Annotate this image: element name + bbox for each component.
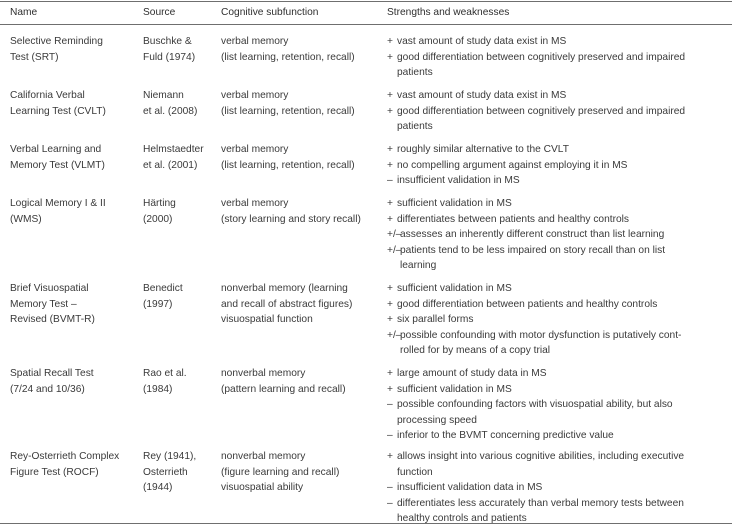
strength-text-continued: patients: [397, 67, 433, 78]
subfunction-cell: [221, 142, 355, 173]
strength-marker: –: [387, 399, 393, 410]
strengths-cell: [387, 88, 685, 135]
strength-text: allows insight into various cognitive abilities, including executive: [397, 451, 685, 462]
source-cell: [143, 34, 195, 65]
strength-item: [387, 104, 685, 135]
source-cell: [143, 281, 183, 312]
strength-text: good differentiation between cognitively preserved and impaired: [397, 105, 686, 117]
source-cell: [143, 88, 197, 119]
test-name-cell: [10, 449, 119, 480]
test-name-line: Test (SRT): [10, 51, 59, 63]
strength-text: no compelling argument against employing it in MS: [397, 159, 628, 171]
strength-text: patients tend to be less impaired on story recall than on list: [400, 244, 666, 256]
strength-item: [387, 34, 685, 50]
subfunction-line: visuospatial ability: [221, 482, 304, 493]
source-line: Benedict: [143, 283, 183, 294]
strength-marker: +: [387, 36, 393, 47]
strength-marker: +: [387, 451, 393, 462]
strength-item: [387, 196, 665, 212]
source-line: Rao et al.: [143, 368, 187, 379]
strength-marker: –: [387, 175, 393, 186]
strength-marker: +: [387, 105, 393, 117]
strength-text: sufficient validation in MS: [397, 198, 512, 209]
subfunction-line: verbal memory: [221, 198, 289, 209]
strength-item: [387, 480, 684, 496]
strength-item: [387, 88, 685, 104]
header-subfunction: Cognitive subfunction: [221, 7, 319, 18]
test-name-line: Memory Test (VLMT): [10, 159, 105, 171]
strengths-cell: [387, 196, 665, 274]
test-name-line: (7/24 and 10/36): [10, 383, 85, 395]
strength-marker: +: [387, 51, 393, 63]
subfunction-line: visuospatial function: [221, 314, 313, 325]
subfunction-line: verbal memory: [221, 36, 289, 47]
strength-marker: –: [387, 497, 393, 509]
strength-marker: +: [387, 144, 393, 155]
subfunction-line: verbal memory: [221, 144, 289, 155]
test-name-line: Revised (BVMT-R): [10, 314, 95, 325]
subfunction-line: and recall of abstract figures): [221, 298, 353, 310]
strength-marker: +/–: [387, 244, 402, 256]
source-line: et al. (2001): [143, 159, 198, 171]
subfunction-line: (story learning and story recall): [221, 213, 361, 225]
source-line: Helmstaedter: [143, 144, 204, 155]
subfunction-line: nonverbal memory (learning: [221, 283, 348, 294]
test-name-line: Learning Test (CVLT): [10, 105, 106, 117]
strength-marker: +/–: [387, 229, 402, 240]
header-name: Name: [10, 7, 38, 18]
source-line: Buschke &: [143, 36, 192, 47]
strength-item: [387, 212, 665, 228]
strength-item: [387, 382, 673, 398]
header-rule: [0, 24, 732, 25]
strength-marker: +: [387, 314, 393, 325]
strength-text: six parallel forms: [397, 314, 474, 325]
strength-text: vast amount of study data exist in MS: [397, 36, 567, 47]
source-cell: [143, 366, 187, 397]
test-name-cell: [10, 142, 105, 173]
subfunction-line: (pattern learning and recall): [221, 383, 346, 395]
source-line: Osterrieth: [143, 466, 188, 478]
strength-text-continued: function: [397, 466, 433, 478]
strength-marker: +: [387, 213, 393, 225]
strength-text: inferior to the BVMT concerning predictive value: [397, 430, 614, 441]
strength-marker: +: [387, 383, 393, 395]
strength-item: [387, 158, 627, 174]
test-name-line: California Verbal: [10, 90, 85, 101]
strength-text: good differentiation between patients and healthy controls: [397, 298, 658, 310]
strengths-cell: [387, 281, 681, 359]
strength-item: [387, 173, 627, 189]
table-bottom-rule: [0, 523, 732, 524]
strength-text: possible confounding with motor dysfunction is putatively cont-: [400, 329, 682, 341]
strength-text-continued: patients: [397, 121, 433, 132]
source-line: et al. (2008): [143, 105, 198, 117]
strengths-cell: [387, 366, 673, 444]
strength-item: [387, 397, 673, 428]
subfunction-line: nonverbal memory: [221, 451, 306, 462]
strength-text-continued: learning: [400, 260, 437, 271]
test-name-line: Figure Test (ROCF): [10, 466, 99, 478]
strength-text: large amount of study data in MS: [397, 368, 547, 379]
strength-text: sufficient validation in MS: [397, 283, 512, 294]
test-name-line: Selective Reminding: [10, 36, 103, 47]
strength-text: differentiates between patients and healthy controls: [397, 213, 630, 225]
strength-text: differentiates less accurately than verbal memory tests between: [397, 497, 684, 509]
test-name-line: Verbal Learning and: [10, 144, 102, 155]
strengths-cell: [387, 449, 684, 527]
test-name-cell: [10, 88, 106, 119]
strength-item: [387, 281, 681, 297]
strength-item: [387, 50, 685, 81]
strength-text: insufficient validation in MS: [397, 175, 520, 186]
source-line: Niemann: [143, 90, 184, 101]
strength-item: [387, 496, 684, 527]
strength-text-continued: processing speed: [397, 414, 477, 426]
strength-marker: +/–: [387, 329, 402, 341]
strength-item: [387, 449, 684, 480]
strength-text: sufficient validation in MS: [397, 383, 512, 395]
header-strengths: Strengths and weaknesses: [387, 7, 510, 18]
subfunction-line: verbal memory: [221, 90, 289, 101]
source-line: Härting: [143, 198, 176, 209]
strength-marker: +: [387, 159, 393, 171]
test-name-line: Logical Memory I & II: [10, 198, 106, 209]
table-top-rule: [0, 1, 732, 2]
strength-marker: +: [387, 283, 393, 294]
subfunction-cell: [221, 34, 355, 65]
strength-text: roughly similar alternative to the CVLT: [397, 144, 569, 155]
strength-marker: +: [387, 298, 393, 310]
test-name-line: Spatial Recall Test: [10, 368, 94, 379]
source-line: Fuld (1974): [143, 51, 196, 63]
strength-item: [387, 428, 673, 444]
test-name-cell: [10, 34, 103, 65]
strength-text-continued: rolled for by means of a copy trial: [400, 345, 551, 356]
subfunction-line: (figure learning and recall): [221, 466, 340, 478]
test-name-cell: [10, 281, 95, 328]
source-line: Rey (1941),: [143, 451, 197, 462]
strengths-cell: [387, 142, 627, 189]
source-line: (1997): [143, 298, 173, 310]
source-cell: [143, 142, 204, 173]
strength-item: [387, 227, 665, 243]
strength-text-continued: healthy controls and patients: [397, 513, 527, 524]
subfunction-cell: [221, 449, 339, 496]
strength-marker: –: [387, 430, 393, 441]
strength-text: vast amount of study data exist in MS: [397, 90, 567, 101]
source-cell: [143, 449, 196, 496]
strength-item: [387, 312, 681, 328]
strength-item: [387, 297, 681, 313]
strength-text: possible confounding factors with visuospatial ability, but also: [397, 399, 673, 410]
subfunction-line: (list learning, retention, recall): [221, 159, 355, 171]
strengths-cell: [387, 34, 685, 81]
strength-text: assesses an inherently different construct than list learning: [400, 229, 665, 240]
subfunction-cell: [221, 196, 361, 227]
header-source: Source: [143, 7, 176, 18]
strength-text: good differentiation between cognitively preserved and impaired: [397, 51, 686, 63]
subfunction-line: nonverbal memory: [221, 368, 306, 379]
source-line: (2000): [143, 213, 173, 225]
subfunction-line: (list learning, retention, recall): [221, 105, 355, 117]
strength-item: [387, 328, 681, 359]
test-name-line: Brief Visuospatial: [10, 283, 89, 294]
source-cell: [143, 196, 176, 227]
strength-text: insufficient validation data in MS: [397, 482, 543, 493]
strength-marker: +: [387, 198, 393, 209]
strength-marker: +: [387, 90, 393, 101]
strength-item: [387, 243, 665, 274]
subfunction-cell: [221, 88, 355, 119]
strength-item: [387, 142, 627, 158]
subfunction-cell: [221, 366, 346, 397]
test-name-line: (WMS): [10, 213, 42, 225]
source-line: (1944): [143, 482, 173, 493]
test-name-cell: [10, 366, 94, 397]
test-name-line: Memory Test –: [10, 298, 77, 310]
subfunction-cell: [221, 281, 352, 328]
strength-marker: +: [387, 368, 393, 379]
subfunction-line: (list learning, retention, recall): [221, 51, 355, 63]
strength-marker: –: [387, 482, 393, 493]
test-name-cell: [10, 196, 106, 227]
test-name-line: Rey-Osterrieth Complex: [10, 451, 120, 462]
source-line: (1984): [143, 383, 173, 395]
strength-item: [387, 366, 673, 382]
